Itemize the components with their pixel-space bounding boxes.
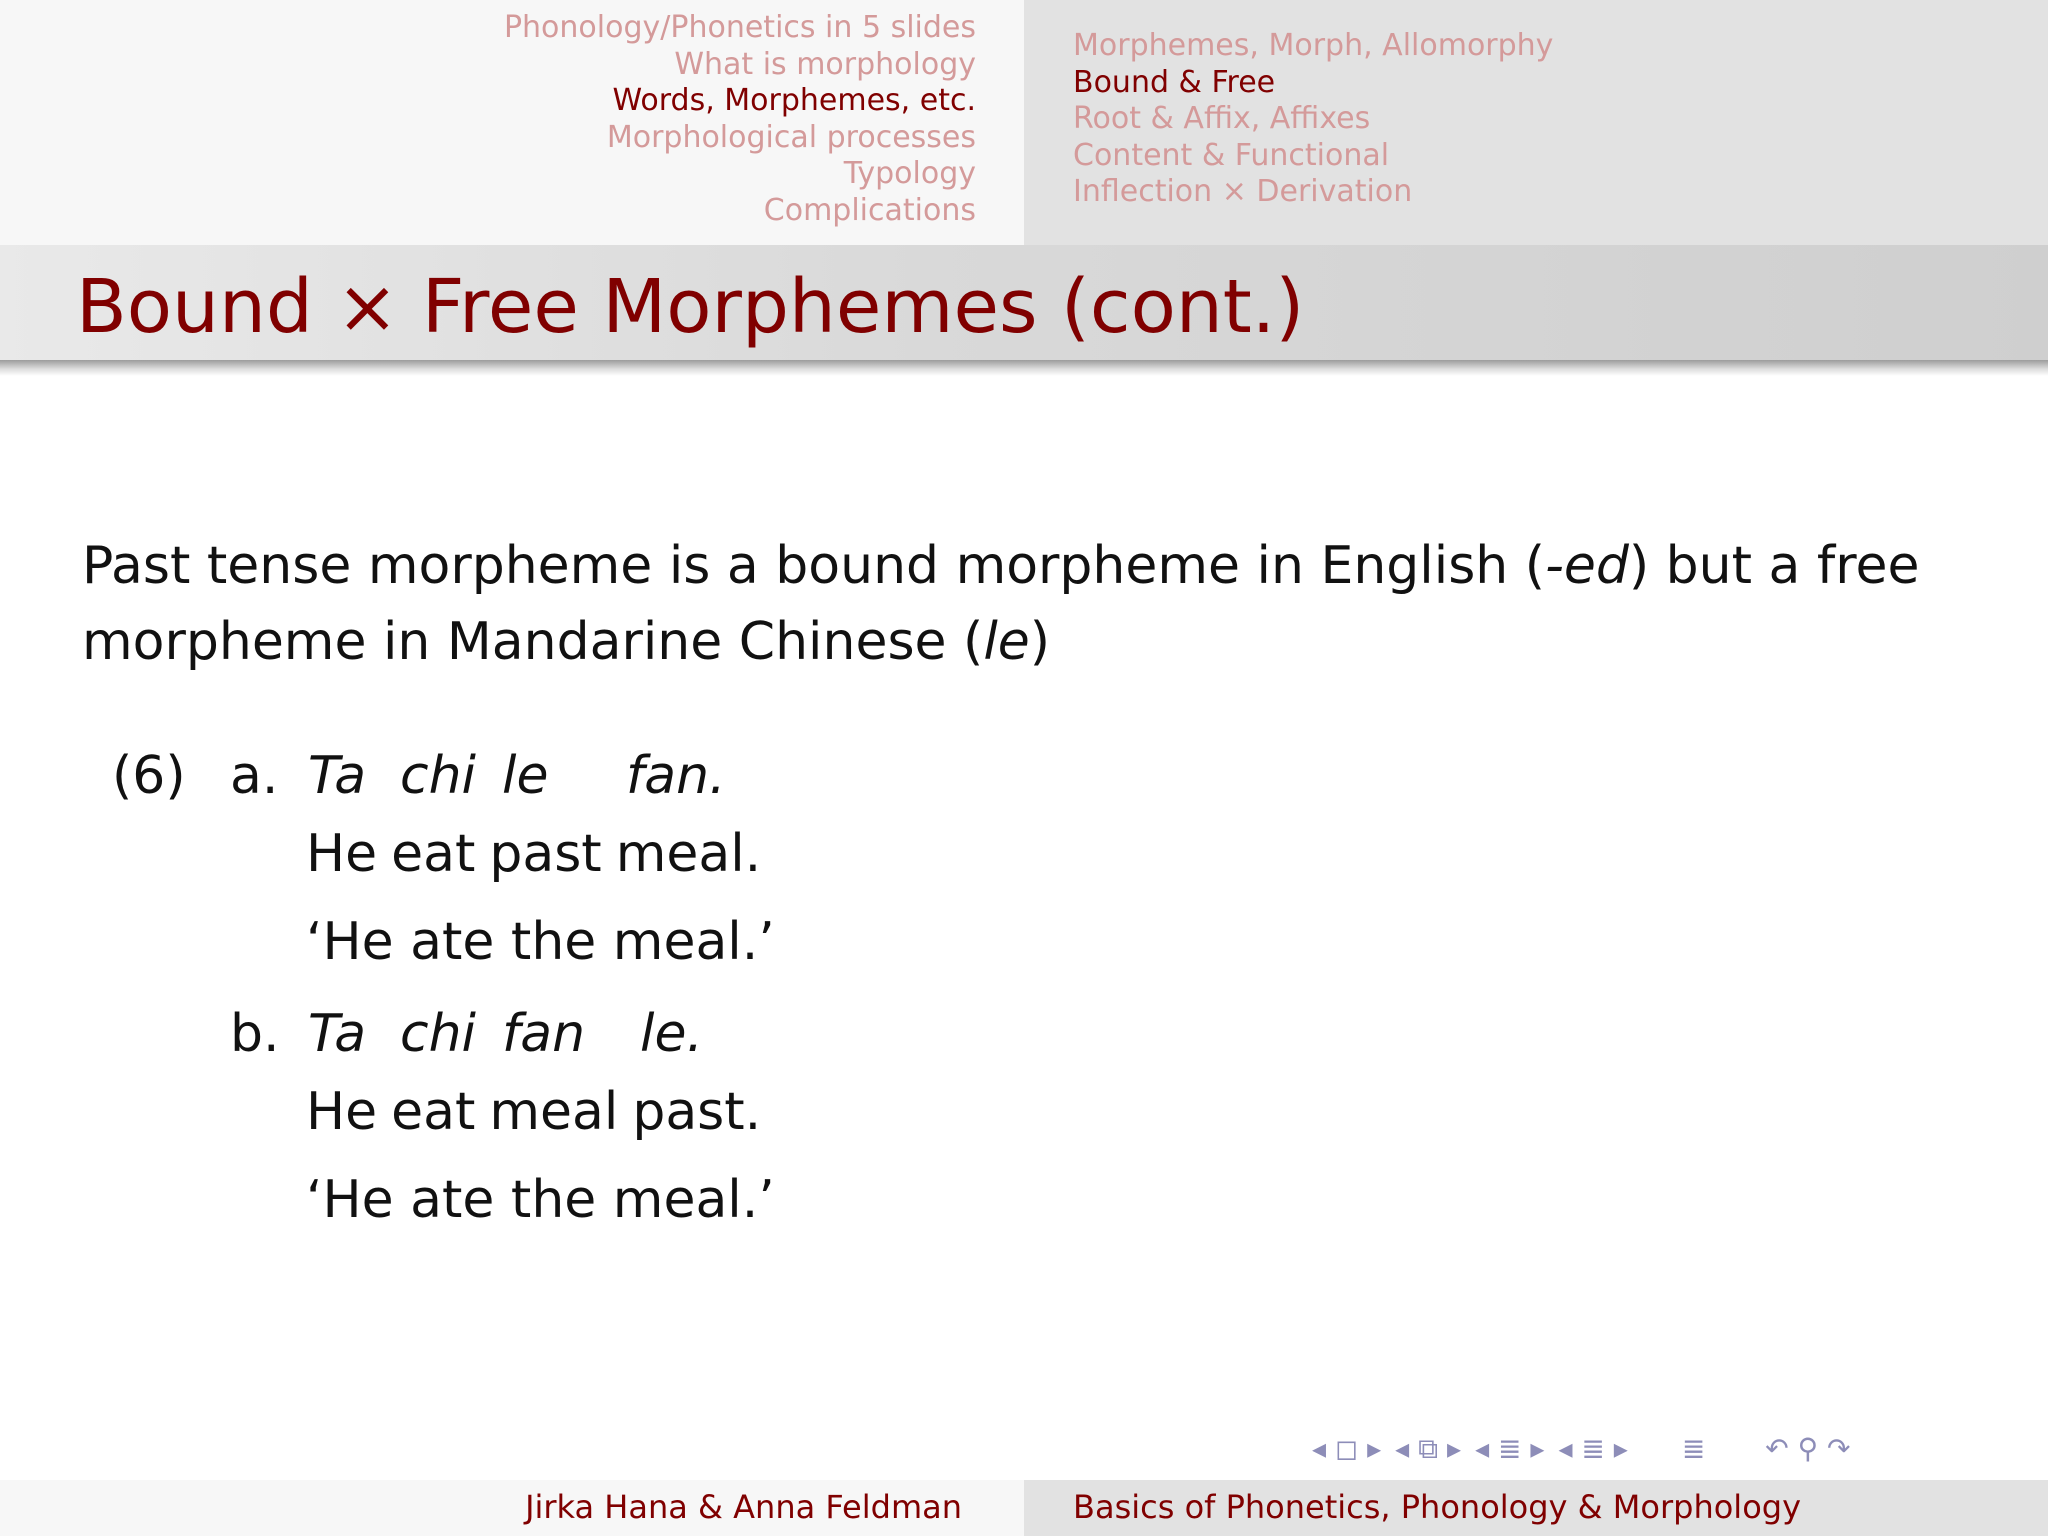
footer-talk-title: Basics of Phonetics, Phonology & Morphology (1073, 1488, 1802, 1526)
nav-subsection-item-3[interactable]: Root & Affix, Affixes (1073, 101, 1371, 137)
gloss-word: past. (632, 1082, 762, 1142)
source-word: chi (400, 746, 476, 806)
source-word: Ta (308, 1004, 367, 1064)
beamer-nav-symbols (1312, 1432, 1865, 1468)
nav-subsection-item-2[interactable]: Bound & Free (1073, 64, 1276, 100)
intro-ed-suffix: -ed (1545, 536, 1629, 596)
nav-part-icon[interactable]: ◂ ≣ ▸ (1558, 1432, 1628, 1465)
source-word: fan (502, 1004, 586, 1064)
example-item-letter: b. (230, 1004, 280, 1064)
intro-le-particle: le (983, 612, 1030, 672)
example-number: (6) (112, 746, 186, 806)
gloss-word: eat (391, 1082, 476, 1142)
nav-frame-icon[interactable]: ◂ ◻ ▸ (1312, 1432, 1382, 1465)
frame-title: Bound × Free Morphemes (cont.) (76, 264, 1305, 350)
source-word: le (502, 746, 549, 806)
translation-line: ‘He ate the meal.’ (306, 912, 775, 972)
example-item-letter: a. (230, 746, 279, 806)
gloss-word: past (489, 824, 602, 884)
footer-authors: Jirka Hana & Anna Feldman (525, 1488, 962, 1526)
nav-section-item-2[interactable]: What is morphology (674, 46, 976, 82)
gloss-word: He (306, 824, 378, 884)
gloss-line (306, 824, 761, 884)
gloss-word: meal. (615, 824, 762, 884)
nav-section-item-6[interactable]: Complications (763, 192, 976, 228)
nav-search-icon[interactable]: ↶ ⚲ ↷ (1765, 1432, 1851, 1465)
nav-subsection-item-1[interactable]: Morphemes, Morph, Allomorphy (1073, 28, 1554, 63)
source-word: fan. (626, 746, 726, 806)
source-word: le. (640, 1004, 703, 1064)
nav-align-icon[interactable]: ≣ (1681, 1432, 1706, 1465)
source-word: chi (400, 1004, 476, 1064)
intro-text-2: ) but a free morpheme in Mandarine Chinese ( (82, 536, 1920, 672)
footer-authors-panel (0, 1480, 1024, 1536)
nav-subsection-icon[interactable]: ◂ ⧉ ▸ (1395, 1432, 1462, 1465)
gloss-word: eat (391, 824, 476, 884)
nav-section-item-4[interactable]: Morphological processes (606, 119, 976, 155)
nav-section-item-5[interactable]: Typology (843, 156, 976, 192)
intro-text-1: Past tense morpheme is a bound morpheme in English ( (82, 536, 1546, 596)
nav-section-icon[interactable]: ◂ ≣ ▸ (1475, 1432, 1545, 1465)
footer-title-panel (1024, 1480, 2048, 1536)
gloss-word: meal (489, 1082, 619, 1142)
gloss-word: He (306, 1082, 378, 1142)
nav-subsection-item-5[interactable]: Inflection × Derivation (1073, 174, 1413, 210)
translation-line: ‘He ate the meal.’ (306, 1170, 775, 1230)
intro-text-3: ) (1029, 612, 1051, 672)
nav-section-item-3[interactable]: Words, Morphemes, etc. (612, 83, 976, 119)
nav-subsection-item-4[interactable]: Content & Functional (1073, 137, 1390, 173)
source-word: Ta (308, 746, 367, 806)
gloss-line (306, 1082, 761, 1142)
nav-section-item-1[interactable]: Phonology/Phonetics in 5 slides (503, 10, 976, 45)
